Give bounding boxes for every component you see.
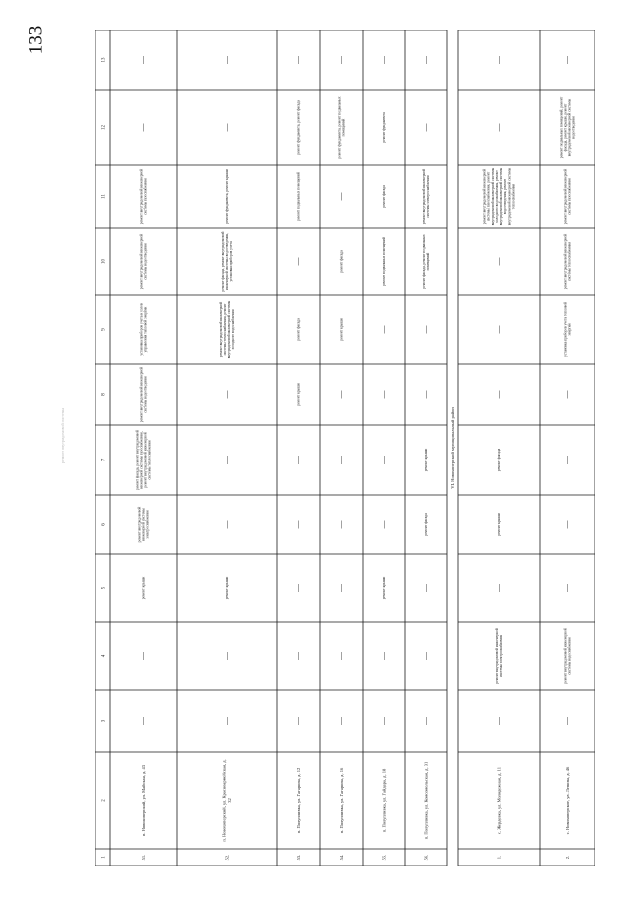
svg-text:ремонт крыши: ремонт крыши bbox=[382, 576, 386, 600]
svg-text:энергии: энергии bbox=[567, 323, 572, 336]
svg-text:ремонт внутридомовой инженерно: ремонт внутридомовой инженерной bbox=[495, 628, 499, 684]
svg-text:—: — bbox=[494, 584, 503, 592]
table-cell bbox=[297, 172, 301, 221]
svg-text:системы теплоснабжения: системы теплоснабжения bbox=[147, 440, 152, 480]
table-cell-dash bbox=[494, 390, 503, 400]
svg-text:—: — bbox=[336, 456, 346, 464]
row-address bbox=[222, 759, 232, 841]
table-cell-dash bbox=[337, 390, 346, 400]
svg-text:ремонт подвальных помещений, р: ремонт подвальных помещений, ремонт bbox=[559, 96, 564, 159]
table-cell-dash bbox=[337, 651, 346, 661]
svg-text:инженерной системы: инженерной системы bbox=[141, 508, 146, 541]
svg-text:—: — bbox=[494, 390, 503, 399]
svg-text:ремонт внутридомовой инженерно: ремонт внутридомовой инженерной bbox=[143, 432, 148, 488]
table-cell-dash bbox=[421, 583, 430, 593]
svg-text:ремонт внутридомовой инженерно: ремонт внутридомовой инженерной bbox=[482, 168, 487, 225]
table-cell-dash bbox=[379, 716, 388, 726]
svg-text:ремонт крыши: ремонт крыши bbox=[225, 576, 229, 600]
svg-text:холодного водоснабжения: холодного водоснабжения bbox=[231, 309, 236, 350]
table-cell bbox=[382, 237, 386, 286]
table-cell bbox=[497, 448, 501, 471]
svg-text:п. Полупливка, ул. Гагарина, д: п. Полупливка, ул. Гагарина, д. 12 bbox=[295, 767, 301, 834]
table-cell-dash bbox=[337, 583, 346, 593]
section-title bbox=[450, 407, 455, 489]
table-cell-dash bbox=[494, 716, 503, 726]
table-cell bbox=[297, 383, 301, 406]
svg-text:системы водоотведения: системы водоотведения bbox=[143, 376, 148, 413]
svg-text:помещений: помещений bbox=[341, 118, 346, 137]
svg-text:—: — bbox=[562, 520, 572, 529]
svg-text:—: — bbox=[562, 390, 572, 399]
table-cell-dash bbox=[563, 520, 572, 530]
svg-text:ремонт крыши: ремонт крыши bbox=[497, 513, 501, 536]
table-cell-dash bbox=[379, 325, 388, 335]
table-cell-dash bbox=[294, 583, 303, 593]
svg-text:—: — bbox=[222, 56, 231, 64]
table-cell bbox=[424, 449, 428, 472]
row-number bbox=[141, 855, 146, 861]
svg-text:—: — bbox=[222, 390, 231, 399]
table-cell-dash bbox=[337, 55, 346, 65]
svg-text:—: — bbox=[379, 390, 388, 399]
svg-text:2.: 2. bbox=[564, 855, 570, 860]
table-cell-dash bbox=[421, 55, 430, 65]
svg-text:4: 4 bbox=[101, 654, 107, 658]
table-cell-dash bbox=[421, 651, 430, 661]
svg-text:—: — bbox=[494, 56, 503, 64]
table-cell-dash bbox=[294, 520, 303, 530]
table-cell-dash bbox=[294, 716, 303, 726]
svg-text:—: — bbox=[421, 584, 430, 592]
svg-text:электроснабжения: электроснабжения bbox=[145, 510, 150, 539]
column-number bbox=[102, 393, 107, 396]
svg-text:—: — bbox=[336, 652, 346, 660]
column-number bbox=[102, 259, 107, 265]
table-cell bbox=[297, 100, 302, 155]
svg-text:7: 7 bbox=[101, 458, 107, 462]
svg-text:8: 8 bbox=[101, 393, 107, 396]
svg-text:—: — bbox=[421, 652, 430, 660]
table-cell bbox=[564, 302, 572, 357]
svg-text:системы теплоснабжения, ремонт: системы теплоснабжения, ремонт bbox=[223, 303, 227, 356]
table-cell-dash bbox=[337, 455, 346, 465]
table-cell-dash bbox=[494, 583, 503, 593]
table-cell-dash bbox=[563, 583, 572, 593]
table-cell-dash bbox=[563, 455, 572, 465]
svg-text:—: — bbox=[494, 325, 503, 334]
svg-text:ремонт фасада, ремонт внутридо: ремонт фасада, ремонт внутридомовой bbox=[135, 430, 140, 490]
table-cell bbox=[497, 513, 501, 536]
svg-text:1.: 1. bbox=[496, 855, 502, 860]
column-number bbox=[102, 719, 107, 722]
svg-text:—: — bbox=[336, 584, 346, 592]
svg-text:системы электроснабжения: системы электроснабжения bbox=[499, 634, 504, 678]
row-number bbox=[224, 855, 229, 861]
svg-text:51.: 51. bbox=[140, 854, 146, 861]
row-number bbox=[565, 856, 570, 859]
table-cell-dash bbox=[379, 455, 388, 465]
table-cell-dash bbox=[379, 520, 388, 530]
svg-text:—: — bbox=[421, 123, 430, 132]
svg-text:—: — bbox=[222, 520, 231, 529]
table-cell bbox=[382, 112, 386, 143]
svg-text:системы водоснабжения: системы водоснабжения bbox=[567, 637, 572, 675]
column-number bbox=[102, 194, 107, 199]
svg-text:—: — bbox=[138, 123, 148, 132]
svg-text:—: — bbox=[138, 56, 148, 64]
svg-text:—: — bbox=[222, 652, 231, 660]
svg-text:VI. Новохоперский муниципальны: VI. Новохоперский муниципальный район bbox=[449, 407, 455, 489]
svg-text:системы газоснабжения: системы газоснабжения bbox=[143, 178, 148, 215]
column-number bbox=[102, 458, 107, 461]
table-cell-dash bbox=[494, 325, 503, 335]
svg-text:—: — bbox=[379, 717, 388, 725]
svg-text:—: — bbox=[336, 56, 346, 64]
svg-text:п. Новохоперский, ул. Красноар: п. Новохоперский, ул. Красноармейская, д. bbox=[221, 759, 227, 842]
svg-text:52.: 52. bbox=[224, 854, 230, 861]
svg-text:—: — bbox=[293, 584, 303, 592]
svg-text:—: — bbox=[293, 56, 303, 64]
column-number bbox=[102, 799, 107, 802]
svg-text:—: — bbox=[222, 717, 231, 725]
svg-text:—: — bbox=[222, 123, 231, 132]
svg-text:ремонт фасада: ремонт фасада bbox=[424, 513, 428, 536]
svg-text:—: — bbox=[421, 56, 430, 64]
column-number bbox=[102, 523, 107, 526]
rotated-repair-table bbox=[95, 30, 595, 866]
table-cell-dash bbox=[294, 55, 303, 65]
margin-note: ремонт внутридомовой системы bbox=[60, 407, 66, 463]
svg-text:п. Полупливка, ул. Гайдара, д.: п. Полупливка, ул. Гайдара, д. 18 bbox=[381, 768, 387, 833]
table-cell bbox=[340, 250, 344, 273]
column-number bbox=[102, 586, 107, 589]
svg-text:внутридомовой инженерной систе: внутридомовой инженерной системы bbox=[567, 98, 572, 157]
table-cell bbox=[221, 232, 233, 292]
svg-text:11: 11 bbox=[101, 194, 107, 199]
svg-text:10: 10 bbox=[101, 259, 107, 264]
table-cell-dash bbox=[494, 55, 503, 65]
svg-text:—: — bbox=[562, 717, 572, 725]
row-address bbox=[381, 768, 387, 832]
table-cell bbox=[559, 96, 575, 158]
svg-text:с. Жердевка, ул. Молодежная, д: с. Жердевка, ул. Молодежная, д. 11 bbox=[496, 766, 502, 835]
table-cell bbox=[225, 577, 229, 600]
svg-text:55.: 55. bbox=[381, 854, 387, 861]
svg-text:ремонт фасада: ремонт фасада bbox=[382, 185, 386, 208]
svg-text:ремонт фасада: ремонт фасада bbox=[296, 318, 301, 341]
table-cell bbox=[564, 169, 572, 224]
svg-text:ремонт фундамента: ремонт фундамента bbox=[382, 112, 386, 143]
svg-text:установка приборов учета тепло: установка приборов учета тепловой bbox=[563, 301, 568, 358]
column-number bbox=[102, 125, 107, 131]
table-cell-dash bbox=[294, 455, 303, 465]
svg-text:ремонт фундамента, ремонт подв: ремонт фундамента, ремонт подвальных bbox=[337, 96, 342, 159]
svg-text:ремонт крыши: ремонт крыши bbox=[339, 318, 344, 341]
table-cell bbox=[564, 628, 572, 683]
svg-text:системы газоснабжения: системы газоснабжения bbox=[567, 178, 572, 215]
table-cell-dash bbox=[294, 257, 303, 267]
row-number bbox=[296, 855, 301, 861]
table-cell-dash bbox=[563, 716, 572, 726]
column-number bbox=[102, 57, 107, 63]
table-cell bbox=[140, 367, 148, 422]
table-cell bbox=[140, 169, 148, 224]
table-cell bbox=[382, 577, 386, 600]
svg-text:—: — bbox=[293, 652, 303, 660]
svg-text:12: 12 bbox=[101, 125, 107, 130]
table-cell bbox=[338, 96, 346, 158]
table-cell bbox=[137, 507, 149, 543]
svg-text:—: — bbox=[562, 456, 572, 464]
svg-text:внутридомовой инженерной систе: внутридомовой инженерной системы bbox=[227, 300, 232, 359]
svg-text:ремонт внутридомовой инженерно: ремонт внутридомовой инженерной bbox=[563, 168, 568, 225]
table-cell-dash bbox=[379, 390, 388, 400]
row-address bbox=[565, 766, 571, 834]
svg-text:ремонт подвальных помещений: ремонт подвальных помещений bbox=[296, 172, 301, 221]
column-number bbox=[102, 328, 107, 331]
svg-text:ремонт крыши: ремонт крыши bbox=[424, 448, 428, 472]
table-cell bbox=[424, 513, 428, 536]
svg-text:—: — bbox=[379, 456, 388, 464]
svg-text:инженерной системы водоотведен: инженерной системы водоотведения, bbox=[225, 233, 229, 290]
svg-text:—: — bbox=[421, 717, 430, 725]
table-cell-dash bbox=[222, 123, 231, 133]
svg-text:—: — bbox=[379, 56, 388, 64]
table-cell bbox=[422, 169, 430, 224]
svg-text:ремонт подвальных помещений: ремонт подвальных помещений bbox=[382, 237, 386, 286]
table-cell-dash bbox=[421, 390, 430, 400]
svg-text:—: — bbox=[222, 456, 231, 464]
table-cell-dash bbox=[421, 325, 430, 335]
row-address bbox=[496, 767, 502, 834]
svg-text:—: — bbox=[336, 717, 346, 725]
svg-text:—: — bbox=[494, 717, 503, 725]
row-address bbox=[339, 767, 345, 833]
svg-text:—: — bbox=[293, 717, 303, 725]
svg-text:п. Полупливка, ул. Комсомольск: п. Полупливка, ул. Комсомольская, д. 31 bbox=[423, 761, 429, 840]
table-cell-dash bbox=[494, 123, 503, 133]
table-cell-dash bbox=[222, 55, 231, 65]
table-cell-dash bbox=[222, 455, 231, 465]
svg-text:холодного водоснабжения, ремон: холодного водоснабжения, ремонт bbox=[495, 170, 499, 223]
table-cell bbox=[382, 185, 386, 208]
svg-text:6: 6 bbox=[101, 523, 107, 526]
svg-text:—: — bbox=[293, 520, 303, 529]
svg-text:53.: 53. bbox=[295, 854, 301, 861]
table-cell-dash bbox=[222, 390, 231, 400]
svg-text:1: 1 bbox=[101, 856, 107, 859]
svg-text:водоотведения, ремонт: водоотведения, ремонт bbox=[503, 178, 508, 215]
table-cell-dash bbox=[139, 123, 148, 133]
table-cell bbox=[142, 577, 146, 600]
svg-text:системы газоснабжения, ремонт: системы газоснабжения, ремонт bbox=[486, 171, 491, 222]
svg-text:56.: 56. bbox=[423, 854, 429, 861]
svg-text:с. Новохоперское, ул. Ленина,: с. Новохоперское, ул. Ленина, д. 46 bbox=[564, 766, 570, 835]
svg-text:3: 3 bbox=[101, 719, 107, 723]
row-number bbox=[339, 855, 344, 861]
svg-text:ремонт внутридомовой инженерно: ремонт внутридомовой инженерной bbox=[563, 628, 568, 684]
svg-text:—: — bbox=[421, 390, 430, 399]
svg-text:—: — bbox=[138, 652, 148, 660]
svg-text:ремонт внутридомовой: ремонт внутридомовой bbox=[137, 506, 142, 543]
svg-text:—: — bbox=[336, 390, 346, 399]
svg-text:ремонт фасада, ремонт внутридо: ремонт фасада, ремонт внутридомовой bbox=[220, 231, 225, 292]
row-number bbox=[423, 855, 428, 861]
svg-text:инженерной системы газоснабжен: инженерной системы газоснабжения, bbox=[139, 431, 144, 489]
svg-text:—: — bbox=[336, 520, 346, 529]
table-cell-dash bbox=[337, 192, 346, 202]
svg-text:теплоснабжения: теплоснабжения bbox=[511, 183, 516, 210]
svg-text:установка приборов учета: установка приборов учета bbox=[229, 241, 234, 282]
svg-text:—: — bbox=[494, 123, 503, 132]
svg-text:ремонт фундамента, ремонт крыш: ремонт фундамента, ремонт крыши bbox=[225, 169, 229, 224]
svg-text:—: — bbox=[138, 717, 148, 725]
svg-text:п. Полупливка, ул. Гагарина, д: п. Полупливка, ул. Гагарина, д. 16 bbox=[338, 767, 344, 834]
svg-text:ремонт фасада, ремонт подвальн: ремонт фасада, ремонт подвальных bbox=[422, 234, 426, 289]
svg-text:внутридомовой инженерной систе: внутридомовой инженерной системы bbox=[507, 167, 512, 226]
svg-text:ремонт внутридомовой инженерно: ремонт внутридомовой инженерной bbox=[139, 366, 144, 423]
svg-text:ремонт внутридомовой инженерно: ремонт внутридомовой инженерной bbox=[563, 233, 568, 290]
svg-text:—: — bbox=[562, 584, 572, 592]
svg-text:фасада, ремонт крыши, ремонт: фасада, ремонт крыши, ремонт bbox=[563, 103, 568, 152]
table-cell bbox=[564, 234, 572, 289]
svg-text:54.: 54. bbox=[338, 854, 344, 861]
table-cell bbox=[483, 167, 516, 225]
table-cell bbox=[140, 303, 148, 356]
table-cell bbox=[422, 234, 430, 289]
row-number bbox=[381, 855, 386, 861]
svg-text:—: — bbox=[562, 56, 572, 64]
svg-text:п. Новохоперский, ул. Майская,: п. Новохоперский, ул. Майская, д. 43 bbox=[140, 764, 146, 837]
svg-text:помещений: помещений bbox=[426, 252, 431, 271]
svg-text:—: — bbox=[494, 257, 503, 266]
svg-text:системы теплоснабжения: системы теплоснабжения bbox=[567, 241, 572, 282]
svg-text:внутридомовой инженерной систе: внутридомовой инженерной системы bbox=[499, 167, 504, 226]
svg-text:ремонт крыши: ремонт крыши bbox=[141, 576, 146, 600]
column-number bbox=[102, 856, 107, 859]
svg-text:ремонт фундамента, ремонт фаса: ремонт фундамента, ремонт фасада bbox=[296, 100, 301, 155]
table-cell-dash bbox=[379, 55, 388, 65]
svg-text:ремонт внутридомовой инженерно: ремонт внутридомовой инженерной bbox=[139, 168, 144, 225]
table-cell-dash bbox=[139, 716, 148, 726]
svg-text:2: 2 bbox=[101, 799, 107, 802]
table-cell-dash bbox=[222, 520, 231, 530]
svg-text:внутридомовой инженерной систе: внутридомовой инженерной системы bbox=[490, 167, 495, 226]
table-cell-dash bbox=[139, 651, 148, 661]
column-number bbox=[102, 654, 107, 657]
table-cell-dash bbox=[421, 716, 430, 726]
table-cell-dash bbox=[294, 651, 303, 661]
table-cell-dash bbox=[563, 390, 572, 400]
svg-text:установка приборов учета и узл: установка приборов учета и узлов bbox=[139, 303, 144, 356]
row-number bbox=[496, 856, 501, 859]
svg-text:системы водоотведения: системы водоотведения bbox=[143, 243, 148, 280]
table-cell-dash bbox=[337, 716, 346, 726]
row-address bbox=[423, 762, 429, 839]
row-address bbox=[141, 764, 147, 836]
svg-text:ремонт внутридомовой инженерно: ремонт внутридомовой инженерной bbox=[422, 168, 426, 225]
svg-text:ремонт фасада: ремонт фасада bbox=[339, 250, 344, 273]
table-cell bbox=[135, 430, 151, 490]
svg-text:управления тепловой энергии: управления тепловой энергии bbox=[143, 306, 148, 353]
svg-text:ремонт внутридомовой инженерно: ремонт внутридомовой инженерной bbox=[218, 301, 223, 358]
table-cell bbox=[495, 628, 503, 683]
svg-text:32: 32 bbox=[226, 798, 232, 803]
svg-text:—: — bbox=[379, 325, 388, 334]
svg-text:—: — bbox=[379, 652, 388, 660]
svg-text:ремонт фасада: ремонт фасада bbox=[497, 448, 501, 472]
table-cell-dash bbox=[139, 55, 148, 65]
svg-text:водоотведения: водоотведения bbox=[571, 116, 576, 139]
svg-text:—: — bbox=[293, 257, 303, 266]
table-cell bbox=[340, 318, 344, 341]
table-cell bbox=[297, 318, 301, 341]
table-cell-dash bbox=[379, 651, 388, 661]
table-cell bbox=[225, 169, 230, 224]
table-cell-dash bbox=[494, 257, 503, 267]
svg-text:9: 9 bbox=[101, 328, 107, 331]
svg-text:—: — bbox=[421, 325, 430, 334]
table-cell-dash bbox=[222, 716, 231, 726]
table-cell bbox=[219, 300, 235, 358]
table-cell-dash bbox=[563, 55, 572, 65]
table-cell-dash bbox=[421, 123, 430, 133]
table-cell bbox=[140, 234, 148, 289]
page-number: 133 bbox=[25, 25, 46, 55]
svg-text:13: 13 bbox=[101, 57, 107, 63]
svg-text:—: — bbox=[379, 520, 388, 529]
svg-text:ремонт внутридомовой инженерно: ремонт внутридомовой инженерной bbox=[139, 233, 144, 290]
table-cell-dash bbox=[222, 651, 231, 661]
svg-text:—: — bbox=[293, 456, 303, 464]
svg-text:5: 5 bbox=[101, 586, 107, 590]
svg-text:ремонт крыши: ремонт крыши bbox=[296, 383, 301, 406]
table-cell-dash bbox=[337, 520, 346, 530]
row-address bbox=[296, 768, 302, 833]
svg-text:—: — bbox=[336, 192, 346, 201]
svg-text:системы электроснабжения: системы электроснабжения bbox=[426, 175, 431, 218]
